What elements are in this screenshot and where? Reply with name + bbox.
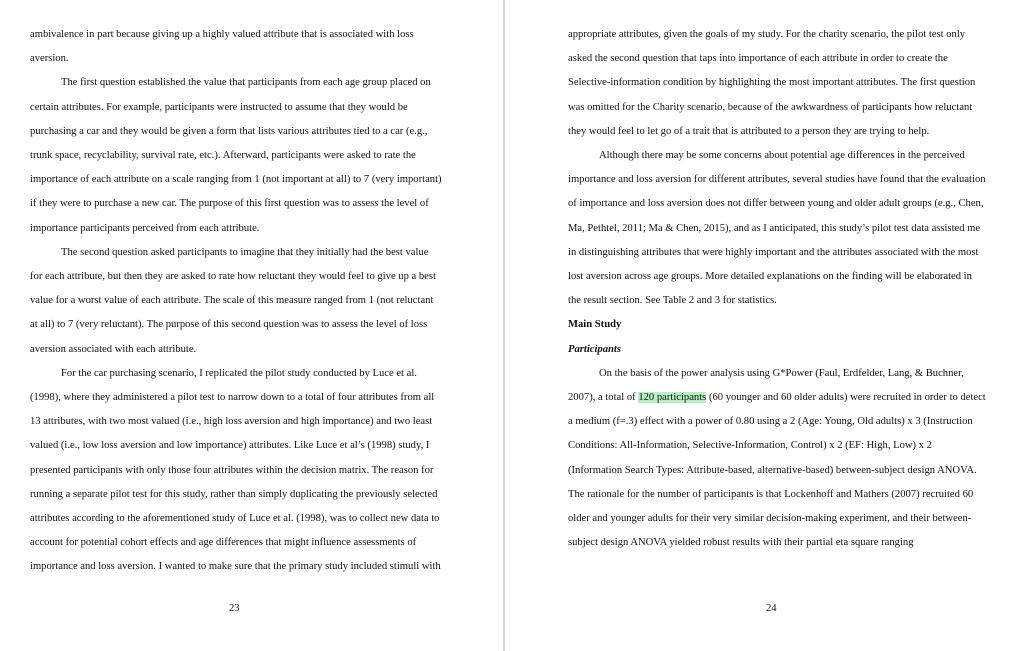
- paragraph: appropriate attributes, given the goals of my study. For the charity scenario, the pilot test only asked the second question that taps into importance of each attribute in order to create the Selective-information condition by highlighting the most important attributes. The first question was omitted for the Charity scenario, because of the awkwardness of participants how reluctant they would feel to let go of a trait that is attributed to a person they are trying to help.: [568, 29, 976, 137]
- left-page-body: [30, 23, 442, 580]
- highlighted-text: 120 participants: [638, 392, 707, 404]
- paragraph: The first question established the value that participants from each age group placed on certain attributes. For example, participants were instructed to assume that they would be purchasing a car and they would be given a form that lists various attributes tied to a car (e.g., trunk space, recyclability, survival rate, etc.). Afterward, participants were asked to rate the importance of each attribute on a scale ranging from 1 (not important at all) to 7 (very important) if they were to purchase a new car. The purpose of this first question was to assess the level of importance participants perceived from each attribute.: [30, 77, 442, 234]
- paragraph: For the car purchasing scenario, I replicated the pilot study conducted by Luce et al. (1998), where they administered a pilot test to narrow down to a total of four attributes from all 13 attributes, with two most valued (i.e., high loss aversion and high importance) and two least valued (i.e., low loss aversion and low importance) attributes. Like Luce et al’s (1998) study, I presented participants with only those four attributes within the decision matrix. The reason for running a separate pilot test for this study, rather than simply duplicating the previously selected attributes according to the aforementioned study of Luce et al. (1998), was to collect new data to account for potential cohort effects and age differences that might influence assessments of importance and loss aversion. I wanted to make sure that the primary study included stimuli with: [30, 367, 441, 573]
- paragraph: ambivalence in part because giving up a highly valued attribute that is associated with loss aversion.: [30, 29, 414, 65]
- section-heading: Main Study: [568, 319, 622, 331]
- right-page-body: [568, 23, 986, 555]
- paragraph: The second question asked participants to imagine that they initially had the best value for each attribute, but then they are asked to rate how reluctant they would feel to give up a best value for a worst value of each attribute. The scale of this measure ranged from 1 (not reluctant at all) to 7 (very reluctant). The purpose of this second question was to assess the level of loss aversion associated with each attribute.: [30, 246, 436, 355]
- subsection-heading: Participants: [568, 343, 621, 355]
- page-number: 23: [229, 603, 240, 614]
- page-number: 24: [766, 603, 777, 614]
- left-page: [0, 0, 503, 651]
- paragraph: Although there may be some concerns about potential age differences in the perceived importance and loss aversion for different attributes, several studies have found that the evaluation of importance and loss aversion does not differ between young and older adult groups (e.g., Chen, Ma, Pethtel, 2011; Ma & Chen, 2015), and as I anticipated, this study’s pilot test data assisted me in distinguishing attributes that were highly important and the attributes associated with the most lost aversion across age groups. More detailed explanations on the finding will be elaborated in the result section. See Table 2 and 3 for statistics.: [568, 150, 986, 307]
- paragraph: [568, 362, 986, 556]
- text-run: On the basis of the power analysis using G*Power (Faul, Erdfelder, Lang, & Buchner, 2007), a total of: [568, 367, 964, 404]
- right-page: [505, 0, 1024, 651]
- text-run: (60 younger and 60 older adults) were recruited in order to detect a medium (f=.3) effect with a power of 0.80 using a 2 (Age: Young, Old adults) x 3 (Instruction Conditions: All-Information, Selective-Information, Control) x 2 (EF: High, Low) x 2 (Information Search Types: Attribute-based, alternative-based) between-subject design ANOVA. The rationale for the number of participants is that Lockenhoff and Mathers (2007) recruited 60 older and younger adults for their very similar decision-making experiment, and their between-subject design ANOVA yielded robust results with their partial eta square ranging: [568, 392, 986, 549]
